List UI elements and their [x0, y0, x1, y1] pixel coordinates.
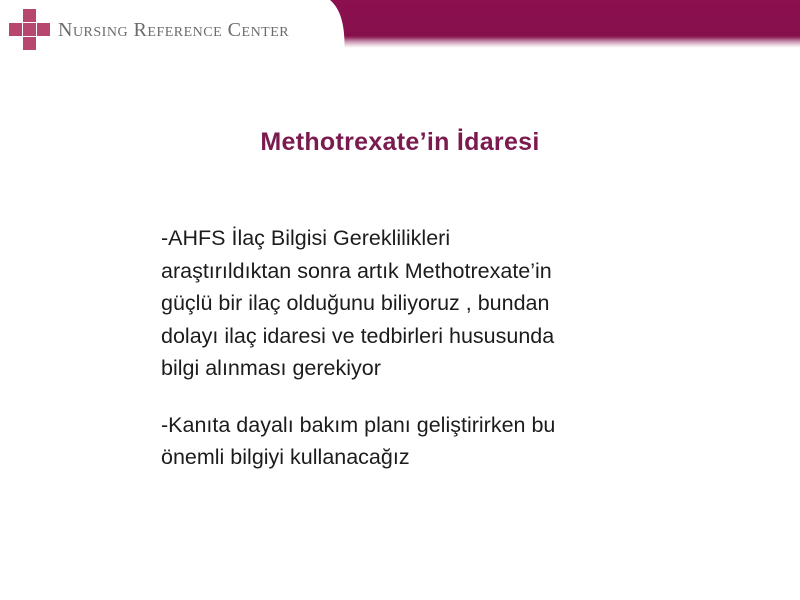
cross-logo-icon: [8, 8, 52, 52]
paragraph-line: bilgi alınması gerekiyor: [161, 356, 381, 380]
paragraph-line: dolayı ilaç idaresi ve tedbirleri hususunda: [161, 323, 555, 348]
paragraph-2: [161, 409, 661, 474]
paragraph-1: [161, 222, 661, 385]
paragraph-line: önemli bilgiyi kullanacağız: [161, 445, 410, 469]
brand-logo[interactable]: [8, 8, 289, 52]
brand-name: Nursing Reference Center: [58, 19, 290, 41]
paragraph-line: -AHFS İlaç Bilgisi Gereklilikleri: [161, 226, 451, 250]
paragraph-line: araştırıldıktan sonra artık Methotrexate’in: [161, 258, 552, 283]
paragraph-line: güçlü bir ilaç olduğunu biliyoruz , bundan: [161, 291, 550, 315]
paragraph-line: -Kanıta dayalı bakım planı geliştirirken bu: [161, 412, 556, 437]
slide-body: [161, 222, 661, 474]
slide-title: Methotrexate’in İdaresi: [260, 128, 540, 156]
